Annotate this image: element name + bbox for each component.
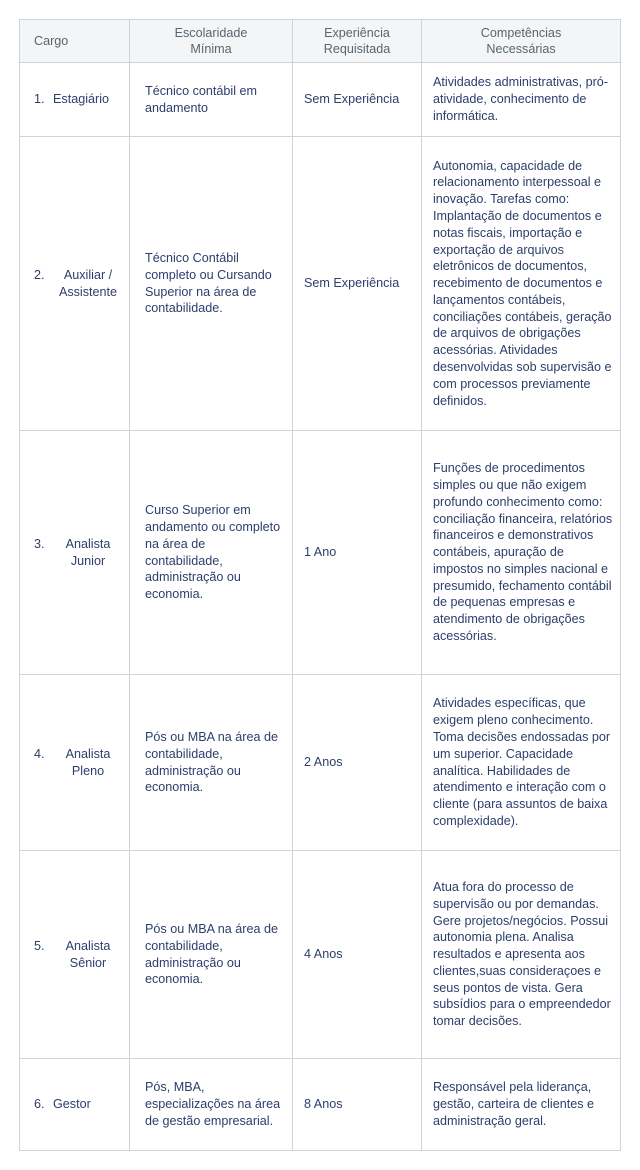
row-number: 5. [34, 938, 45, 953]
cell-experiencia: Sem Experiência [293, 137, 422, 431]
cell-competencias: Atividades administrativas, pró-atividade, conhecimento de informática. [422, 63, 621, 137]
cargo-name: Analista Pleno [65, 746, 111, 778]
cell-experiencia: 2 Anos [293, 675, 422, 851]
cell-escolaridade: Técnico contábil em andamento [130, 63, 293, 137]
cell-competencias: Autonomia, capacidade de relacionamento interpessoal e inovação. Tarefas como: Implantação de documentos e notas fiscais, importação e exportação de arquivos eletrônicos de documentos, recebimento de documentos e lançamentos contábeis, conciliações contábeis, geração de arquivos de obrigações acessórias. Atividades desenvolvidas sob supervisão e com processos previamente definidos. [422, 137, 621, 431]
table-header-row [20, 20, 621, 63]
cell-experiencia: 1 Ano [293, 431, 422, 675]
row-number: 3. [34, 536, 45, 551]
table-row [20, 675, 621, 851]
career-table-container [19, 19, 620, 1151]
cell-escolaridade: Pós ou MBA na área de contabilidade, administração ou economia. [130, 675, 293, 851]
cell-cargo [20, 675, 130, 851]
row-number: 4. [34, 746, 45, 761]
cargo-name: Analista Junior [65, 536, 111, 568]
table-row [20, 137, 621, 431]
cargo-name: Auxiliar / Assistente [58, 267, 118, 299]
cell-competencias: Atividades específicas, que exigem pleno conhecimento. Toma decisões endossadas por um superior. Capacidade analítica. Habilidades de atendimento e interação com o cliente (para assuntos de baixa complexidade). [422, 675, 621, 851]
row-number: 2. [34, 267, 45, 282]
cell-competencias: Responsável pela liderança, gestão, carteira de clientes e administração geral. [422, 1059, 621, 1151]
cell-escolaridade: Curso Superior em andamento ou completo na área de contabilidade, administração ou economia. [130, 431, 293, 675]
header-competencias: Competências Necessárias [422, 20, 621, 63]
cargo-name: Estagiário [53, 92, 110, 107]
cell-cargo [20, 851, 130, 1059]
cell-cargo [20, 63, 130, 137]
header-escolaridade: Escolaridade Mínima [130, 20, 293, 63]
cell-escolaridade: Pós, MBA, especializações na área de gestão empresarial. [130, 1059, 293, 1151]
career-table [19, 19, 621, 1151]
cell-escolaridade: Técnico Contábil completo ou Cursando Superior na área de contabilidade. [130, 137, 293, 431]
cell-competencias: Funções de procedimentos simples ou que não exigem profundo conhecimento como: conciliação financeira, relatórios financeiros e demonstrativos contábeis, apuração de impostos no simples nacional e presumido, fechamento contábil de pequenas empresas e atendimento de obrigações acessórias. [422, 431, 621, 675]
cell-cargo [20, 137, 130, 431]
cell-cargo [20, 431, 130, 675]
cell-cargo [20, 1059, 130, 1151]
header-experiencia: Experiência Requisitada [293, 20, 422, 63]
row-number: 1. [34, 92, 45, 107]
table-row [20, 63, 621, 137]
cell-competencias: Atua fora do processo de supervisão ou por demandas. Gere projetos/negócios. Possui autonomia plena. Analisa resultados e apresenta aos clientes,suas consideraçoes e seus pontos de vista. Gera subsídios para o empreendedor tomar decisões. [422, 851, 621, 1059]
cell-experiencia: 8 Anos [293, 1059, 422, 1151]
header-cargo: Cargo [20, 20, 130, 63]
cell-escolaridade: Pós ou MBA na área de contabilidade, administração ou economia. [130, 851, 293, 1059]
cargo-name: Gestor [53, 1097, 91, 1112]
cargo-name: Analista Sênior [65, 938, 111, 970]
table-row [20, 1059, 621, 1151]
row-number: 6. [34, 1097, 45, 1112]
table-row [20, 431, 621, 675]
cell-experiencia: Sem Experiência [293, 63, 422, 137]
table-row [20, 851, 621, 1059]
cell-experiencia: 4 Anos [293, 851, 422, 1059]
